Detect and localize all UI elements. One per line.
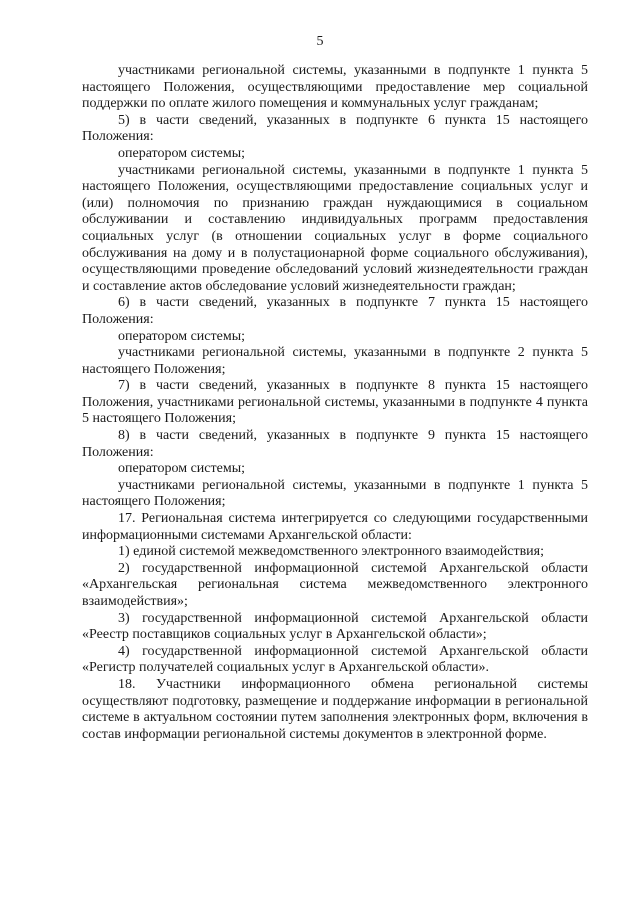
paragraph: 8) в части сведений, указанных в подпункте 9 пункта 15 настоящего Положения: bbox=[82, 428, 588, 460]
paragraph: оператором системы; bbox=[118, 461, 245, 477]
paragraph: 5) в части сведений, указанных в подпункте 6 пункта 15 настоящего Положения: bbox=[82, 112, 588, 145]
paragraph: оператором системы; bbox=[118, 328, 245, 344]
paragraph: участниками региональной системы, указанными в подпункте 1 пункта 5 настоящего Положения, осуществляющими предоставление мер социальной поддержки по оплате жилого помещения и коммунальных услуг гражданам; bbox=[82, 63, 588, 112]
paragraph: 2) государственной информационной системой Архангельской области «Архангельская региональная система межведомственного электронного взаимодействия»; bbox=[82, 560, 588, 609]
paragraph: 4) государственной информационной системой Архангельской области «Регистр получателей социальных услуг в Архангельской области». bbox=[82, 643, 588, 676]
paragraph: оператором системы; bbox=[118, 145, 245, 161]
paragraph: участниками региональной системы, указанными в подпункте 2 пункта 5 настоящего Положения; bbox=[82, 345, 588, 377]
document-body bbox=[82, 63, 588, 743]
paragraph: участниками региональной системы, указанными в подпункте 1 пункта 5 настоящего Положения, осуществляющими предоставление социальных услуг и (или) полномочия по признанию граждан нуждающимися в социальном обслуживании и составлению индивидуальных программ предоставления социальных услуг (в отношении социальных услуг в форме социального обслуживания на дому и в полустационарной форме социального обслуживания), осуществляющими проведение обследований условий жизнедеятельности граждан и составление актов обследование условий жизнедеятельности граждан; bbox=[82, 162, 588, 294]
paragraph: 7) в части сведений, указанных в подпункте 8 пункта 15 настоящего Положения, участниками региональной системы, указанными в подпункте 4 пункта 5 настоящего Положения; bbox=[82, 378, 588, 427]
paragraph: 18. Участники информационного обмена региональной системы осуществляют подготовку, размещение и поддержание информации в региональной системе в актуальном состоянии путем заполнения электронных форм, включения в состав информации региональной системы документов в электронной форме. bbox=[82, 676, 588, 742]
paragraph: 17. Региональная система интегрируется со следующими государственными информационными системами Архангельской области: bbox=[82, 511, 588, 543]
paragraph: 1) единой системой межведомственного электронного взаимодействия; bbox=[118, 544, 545, 560]
paragraph: участниками региональной системы, указанными в подпункте 1 пункта 5 настоящего Положения; bbox=[82, 477, 588, 510]
paragraph: 3) государственной информационной системой Архангельской области «Реестр поставщиков социальных услуг в Архангельской области»; bbox=[82, 610, 588, 643]
paragraph: 6) в части сведений, указанных в подпункте 7 пункта 15 настоящего Положения: bbox=[82, 295, 588, 327]
page-number: 5 bbox=[316, 34, 324, 49]
